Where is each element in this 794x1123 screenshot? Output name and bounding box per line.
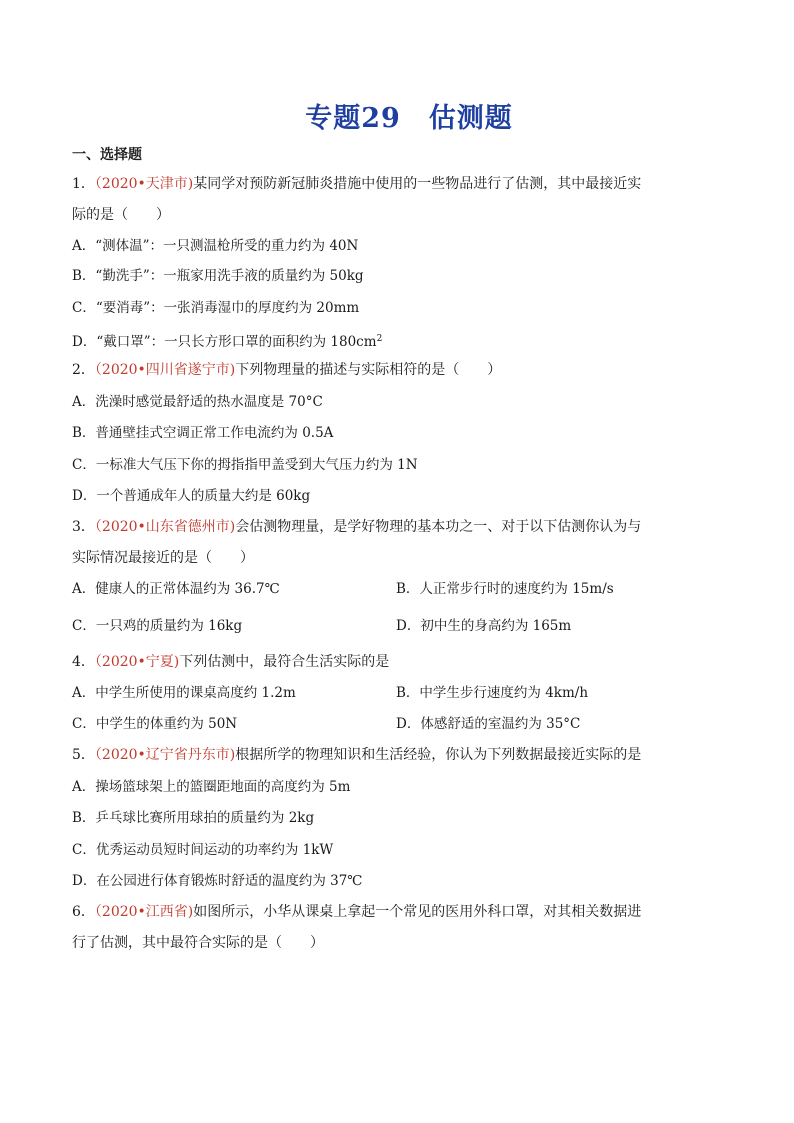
q3-option-c: C．一只鸡的质量约为 16kg (72, 618, 243, 634)
question-text: 如图所示，小华从课桌上拿起一个常见的医用外科口罩，对其相关数据进 (193, 904, 642, 920)
question-source: （2020•四川省遂宁市) (94, 362, 236, 378)
page-title: 专题29 估测题 (305, 103, 513, 134)
question-6-stem (72, 902, 641, 922)
question-1-stem (72, 174, 641, 194)
question-2-stem (72, 360, 501, 380)
q5-option-b: B．乒乓球比赛所用球拍的质量约为 2kg (72, 810, 315, 826)
question-number: 4． (72, 654, 95, 670)
question-number: 6． (72, 904, 95, 920)
question-source: （2020•江西省) (94, 904, 194, 920)
q3-option-b: B．人正常步行时的速度约为 15m/s (396, 581, 614, 597)
q5-option-c: C．优秀运动员短时间运动的功率约为 1kW (72, 842, 334, 858)
section-heading: 一、选择题 (72, 147, 142, 163)
question-text: 某同学对预防新冠肺炎措施中使用的一些物品进行了估测，其中最接近实 (193, 176, 642, 192)
q4-option-a: A．中学生所使用的课桌高度约 1.2m (72, 685, 296, 701)
question-number: 1． (72, 176, 95, 192)
question-5-stem (72, 745, 641, 765)
q3-option-a: A．健康人的正常体温约为 36.7℃ (72, 581, 280, 597)
q5-option-a: A．操场篮球架上的篮圈距地面的高度约为 5m (72, 779, 351, 795)
question-6-stem-cont: 行了估测，其中最符合实际的是（ ） (72, 935, 324, 951)
question-source: （2020•天津市) (94, 176, 194, 192)
question-text: 会估测物理量，是学好物理的基本功之一、对于以下估测你认为与 (235, 519, 642, 535)
q2-option-d: D．一个普通成年人的质量大约是 60kg (72, 488, 311, 504)
q1-option-d (72, 329, 382, 352)
question-number: 3． (72, 519, 95, 535)
q4-option-b: B．中学生步行速度约为 4km/h (396, 685, 589, 701)
question-text: 根据所学的物理知识和生活经验，你认为下列数据最接近实际的是 (235, 747, 642, 763)
question-text: 下列估测中，最符合生活实际的是 (179, 654, 390, 670)
q4-option-c: C．中学生的体重约为 50N (72, 716, 238, 732)
question-source: （2020•山东省德州市) (94, 519, 236, 535)
question-1-stem-cont: 际的是（ ） (72, 207, 170, 223)
question-3-stem-cont: 实际情况最接近的是（ ） (72, 550, 254, 566)
question-4-stem (72, 652, 389, 672)
q2-option-b: B．普通壁挂式空调正常工作电流约为 0.5A (72, 425, 334, 441)
question-number: 2． (72, 362, 95, 378)
option-text: D．“戴口罩”：一只长方形口罩的面积约为 180cm (72, 334, 377, 350)
q1-option-b: B．“勤洗手”：一瓶家用洗手液的质量约为 50kg (72, 268, 364, 284)
q3-option-d: D．初中生的身高约为 165m (396, 618, 572, 634)
question-text: 下列物理量的描述与实际相符的是（ ） (235, 362, 502, 378)
q5-option-d: D．在公园进行体育锻炼时舒适的温度约为 37℃ (72, 873, 363, 889)
question-source: （2020•辽宁省丹东市) (94, 747, 236, 763)
question-3-stem (72, 517, 641, 537)
question-number: 5． (72, 747, 95, 763)
superscript: 2 (376, 334, 383, 344)
q1-option-c: C．“要消毒”：一张消毒湿巾的厚度约为 20mm (72, 300, 360, 316)
question-source: （2020•宁夏) (94, 654, 180, 670)
q1-option-a: A．“测体温”：一只测温枪所受的重力约为 40N (72, 238, 359, 254)
q2-option-c: C．一标准大气压下你的拇指指甲盖受到大气压力约为 1N (72, 457, 418, 473)
q2-option-a: A．洗澡时感觉最舒适的热水温度是 70°C (72, 394, 323, 410)
q4-option-d: D．体感舒适的室温约为 35°C (396, 716, 581, 732)
